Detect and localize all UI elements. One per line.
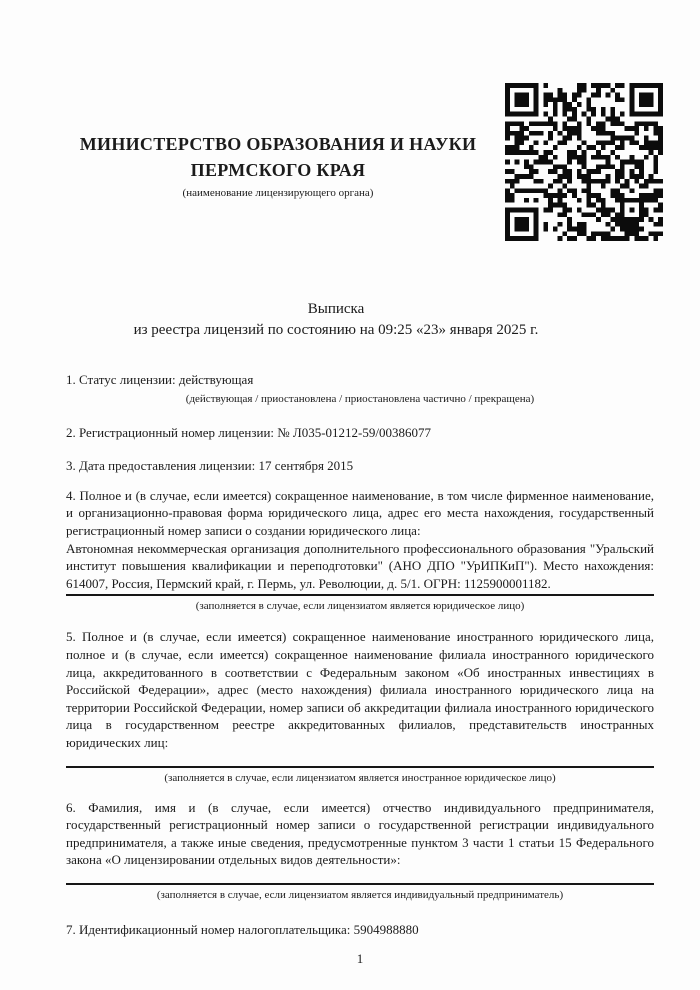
legal-entity-section bbox=[66, 487, 654, 615]
foreign-entity-section bbox=[66, 628, 654, 785]
document-title-line2: из реестра лицензий по состоянию на 09:25 «23» января 2025 г. bbox=[133, 321, 539, 338]
registration-number-item: 2. Регистрационный номер лицензии: № Л035-01212-59/00386077 bbox=[66, 424, 432, 440]
ministry-name-line2: ПЕРМСКОГО КРАЯ bbox=[190, 160, 366, 180]
ministry-name-line1: МИНИСТЕРСТВО ОБРАЗОВАНИЯ И НАУКИ bbox=[79, 134, 477, 154]
foreign-entity-caption: (заполняется в случае, если лицензиатом является иностранное юридическое лицо) bbox=[164, 771, 556, 784]
legal-entity-question: 4. Полное и (в случае, если имеется) сокращенное наименование, в том числе фирменное наименование, и организационно-правовая форма юридического лица, адрес его места нахождения, государственный регистрационный номер записи о создании юридического лица: bbox=[66, 487, 654, 538]
entrepreneur-caption: (заполняется в случае, если лицензиатом является индивидуальный предприниматель) bbox=[156, 888, 564, 901]
licensing-authority-block bbox=[66, 131, 490, 200]
foreign-entity-question: 5. Полное и (в случае, если имеется) сокращенное наименование иностранного юридического лица, полное и (в случае, если имеется) сокращенное наименование филиала иностранного юридического лица, аккредитованного в соответствии с Федеральным законом «Об иностранных инвестициях в Российской Федерации», адрес (место нахождения) филиала иностранного юридического лица на территории Российской Федерации, номер записи об аккредитации филиала иностранного юридического лица в государственном реестре аккредитованных филиалов, представительств иностранных юридических лиц: bbox=[66, 629, 654, 750]
license-status-item bbox=[66, 371, 654, 407]
license-status-text: 1. Статус лицензии: действующая bbox=[66, 372, 254, 387]
entrepreneur-fill-line bbox=[66, 883, 654, 885]
legal-entity-fill-line bbox=[66, 594, 654, 596]
page-number: 1 bbox=[356, 951, 364, 967]
document-title-line1: Выписка bbox=[307, 301, 365, 317]
taxpayer-id-item: 7. Идентификационный номер налогоплательщика: 5904988880 bbox=[66, 921, 419, 937]
license-status-caption: (действующая / приостановлена / приостановлена частично / прекращена) bbox=[185, 392, 535, 405]
ministry-name-caption: (наименование лицензирующего органа) bbox=[182, 187, 374, 199]
entrepreneur-question: 6. Фамилия, имя и (в случае, если имеется) отчество индивидуального предпринимателя, государственный регистрационный номер записи о государственной регистрации индивидуального предпринимателя, а также иные сведения, предусмотренные пунктом 3 части 1 статьи 15 Федерального закона «О лицензировании отдельных видов деятельности»: bbox=[66, 799, 654, 868]
foreign-entity-fill-line bbox=[66, 766, 654, 768]
document-title bbox=[66, 299, 606, 340]
license-grant-date-item: 3. Дата предоставления лицензии: 17 сентября 2015 bbox=[66, 458, 354, 474]
legal-entity-caption: (заполняется в случае, если лицензиатом является юридическое лицо) bbox=[195, 600, 525, 613]
legal-entity-answer: Автономная некоммерческая организация дополнительного профессионального образования "Уральский институт повышения квалификации и переподготовки" (АНО ДПО "УрИПКиП"). Место нахождения: 614007, Россия, Пермский край, г. Пермь, ул. Революции, д. 5/1. ОГРН: 1125900001182. bbox=[66, 540, 654, 591]
document-header bbox=[0, 0, 700, 241]
entrepreneur-section bbox=[66, 799, 654, 903]
document-body bbox=[66, 299, 654, 968]
qr-code-icon bbox=[505, 83, 663, 241]
